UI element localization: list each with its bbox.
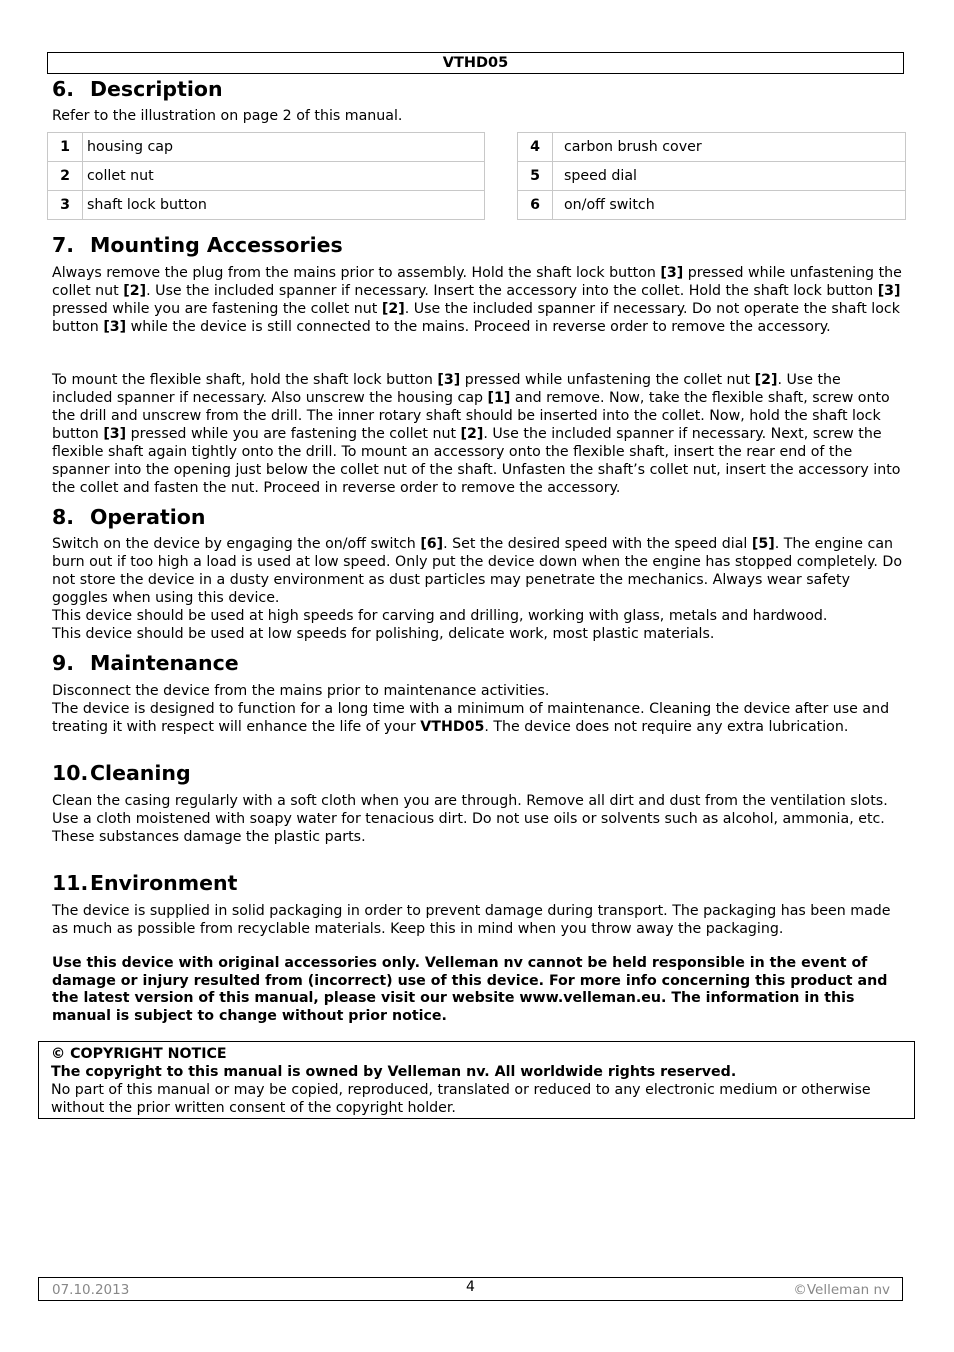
- section-title-cleaning: 10.Cleaning: [52, 761, 191, 785]
- page-footer: [38, 1277, 903, 1301]
- section-title-environment: 11.Environment: [52, 871, 238, 895]
- copyright-title: © COPYRIGHT NOTICE: [51, 1046, 227, 1062]
- table-row: 3 shaft lock button: [48, 191, 485, 220]
- environment-paragraph: The device is supplied in solid packaging in order to prevent damage during transport. The packaging has been made as much as possible from recyclable materials. Keep this in mind when you throw away the packaging.: [52, 903, 891, 937]
- copyright-notice: [38, 1041, 915, 1119]
- section-title-operation: 8. Operation: [52, 505, 206, 529]
- warning-paragraph: Use this device with original accessories only. Velleman nv cannot be held responsible in the event of damage or injury resulted from (incorrect) use of this device. For more info concerning this product and the latest version of this manual, please visit our website www.velleman.eu. The information in this manual is subject to change without prior notice.: [52, 955, 888, 1024]
- model-code: VTHD05: [442, 55, 509, 71]
- footer-brand: ©Velleman nv: [793, 1282, 890, 1298]
- document-header: [47, 52, 904, 74]
- page-number: 4: [466, 1279, 475, 1295]
- operation-paragraph: Switch on the device by engaging the on/off switch [6]. Set the desired speed with the speed dial [5]. The engine can burn out if too high a load is used at low speed. Only put the device down when the engine has stopped completely. Do not store the device in a dusty environment as dust particles may penetrate the mechanics. Always wear safety goggles when using this device. This device should be used at high speeds for carving and drilling, working with glass, metals and hardwood. This device should be used at low speeds for polishing, delicate work, most plastic materials.: [52, 536, 903, 642]
- footer-date: 07.10.2013: [52, 1282, 130, 1298]
- table-row: 4 carbon brush cover: [518, 133, 906, 162]
- section-title-maintenance: 9. Maintenance: [52, 651, 239, 675]
- parts-table-right: [517, 132, 906, 220]
- maintenance-paragraph: Disconnect the device from the mains prior to maintenance activities. The device is designed to function for a long time with a minimum of maintenance. Cleaning the device after use and treating it with respect will enhance the life of your VTHD05. The device does not require any extra lubrication.: [52, 683, 890, 735]
- table-row: 2 collet nut: [48, 162, 485, 191]
- copyright-text: No part of this manual or may be copied, reproduced, translated or reduced to any electronic medium or otherwise without the prior written consent of the copyright holder.: [51, 1082, 871, 1116]
- description-intro: Refer to the illustration on page 2 of this manual.: [52, 108, 403, 124]
- table-row: 6 on/off switch: [518, 191, 906, 220]
- mounting-paragraph-1: Always remove the plug from the mains prior to assembly. Hold the shaft lock button [3] pressed while unfastening the collet nut [2]. Use the included spanner if necessary. Insert the accessory into the collet. Hold the shaft lock button [3] pressed while you are fastening the collet nut [2]. Use the included spanner if necessary. Do not operate the shaft lock button [3] while the device is still connected to the mains. Proceed in reverse order to remove the accessory.: [52, 265, 902, 335]
- section-title-mounting: 7. Mounting Accessories: [52, 233, 343, 257]
- table-row: 1 housing cap: [48, 133, 485, 162]
- mounting-paragraph-2: To mount the flexible shaft, hold the shaft lock button [3] pressed while unfastening the collet nut [2]. Use the included spanner if necessary. Also unscrew the housing cap [1] and remove. Now, take the flexible shaft, screw onto the drill and unscrew from the drill. The inner rotary shaft should be inserted into the collet. Now, hold the shaft lock button [3] pressed while you are fastening the collet nut [2]. Use the included spanner if necessary. Next, screw the flexible shaft again tightly onto the drill. To mount an accessory onto the flexible shaft, insert the rear end of the spanner into the opening just below the collet nut of the shaft. Unfasten the shaft’s collet nut, insert the accessory into the collet and fasten the nut. Proceed in reverse order to remove the accessory.: [52, 372, 901, 496]
- copyright-ownership: The copyright to this manual is owned by Velleman nv. All worldwide rights reserved.: [51, 1064, 737, 1080]
- parts-table-left: [47, 132, 485, 220]
- section-title-description: 6. Description: [52, 77, 223, 101]
- cleaning-paragraph: Clean the casing regularly with a soft cloth when you are through. Remove all dirt and dust from the ventilation slots. Use a cloth moistened with soapy water for tenacious dirt. Do not use oils or solvents such as alcohol, ammonia, etc. These substances damage the plastic parts.: [52, 793, 888, 845]
- table-row: 5 speed dial: [518, 162, 906, 191]
